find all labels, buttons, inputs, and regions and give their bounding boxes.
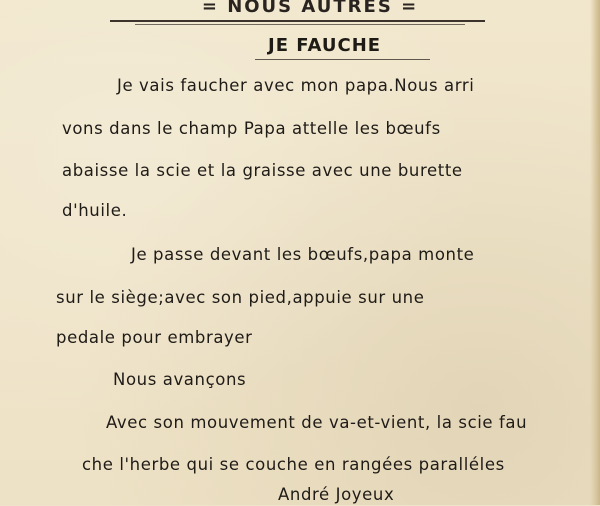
text-line-2: vons dans le champ Papa attelle les bœufs (62, 119, 441, 138)
text-line-7: pedale pour embrayer (56, 328, 253, 347)
masthead-underline (110, 20, 485, 22)
text-line-9: Avec son mouvement de va-et-vient, la scie fau (106, 413, 528, 432)
text-line-4: d'huile. (62, 201, 128, 220)
text-line-3: abaisse la scie et la graisse avec une burette (62, 161, 463, 180)
masthead-title: = NOUS AUTRES = (201, 0, 419, 17)
text-line-8: Nous avançons (113, 370, 247, 389)
text-line-1: Je vais faucher avec mon papa.Nous arri (117, 76, 475, 95)
text-line-5: Je passe devant les bœufs,papa monte (131, 245, 475, 264)
title-underline (255, 59, 430, 60)
masthead-underline-secondary (135, 24, 465, 25)
text-line-6: sur le siège;avec son pied,appuie sur une (56, 288, 425, 307)
article-title: JE FAUCHE (268, 35, 382, 56)
author-signature: André Joyeux (278, 485, 395, 504)
page-edge-shadow (590, 0, 600, 505)
text-line-10: che l'herbe qui se couche en rangées paralléles (82, 455, 505, 474)
